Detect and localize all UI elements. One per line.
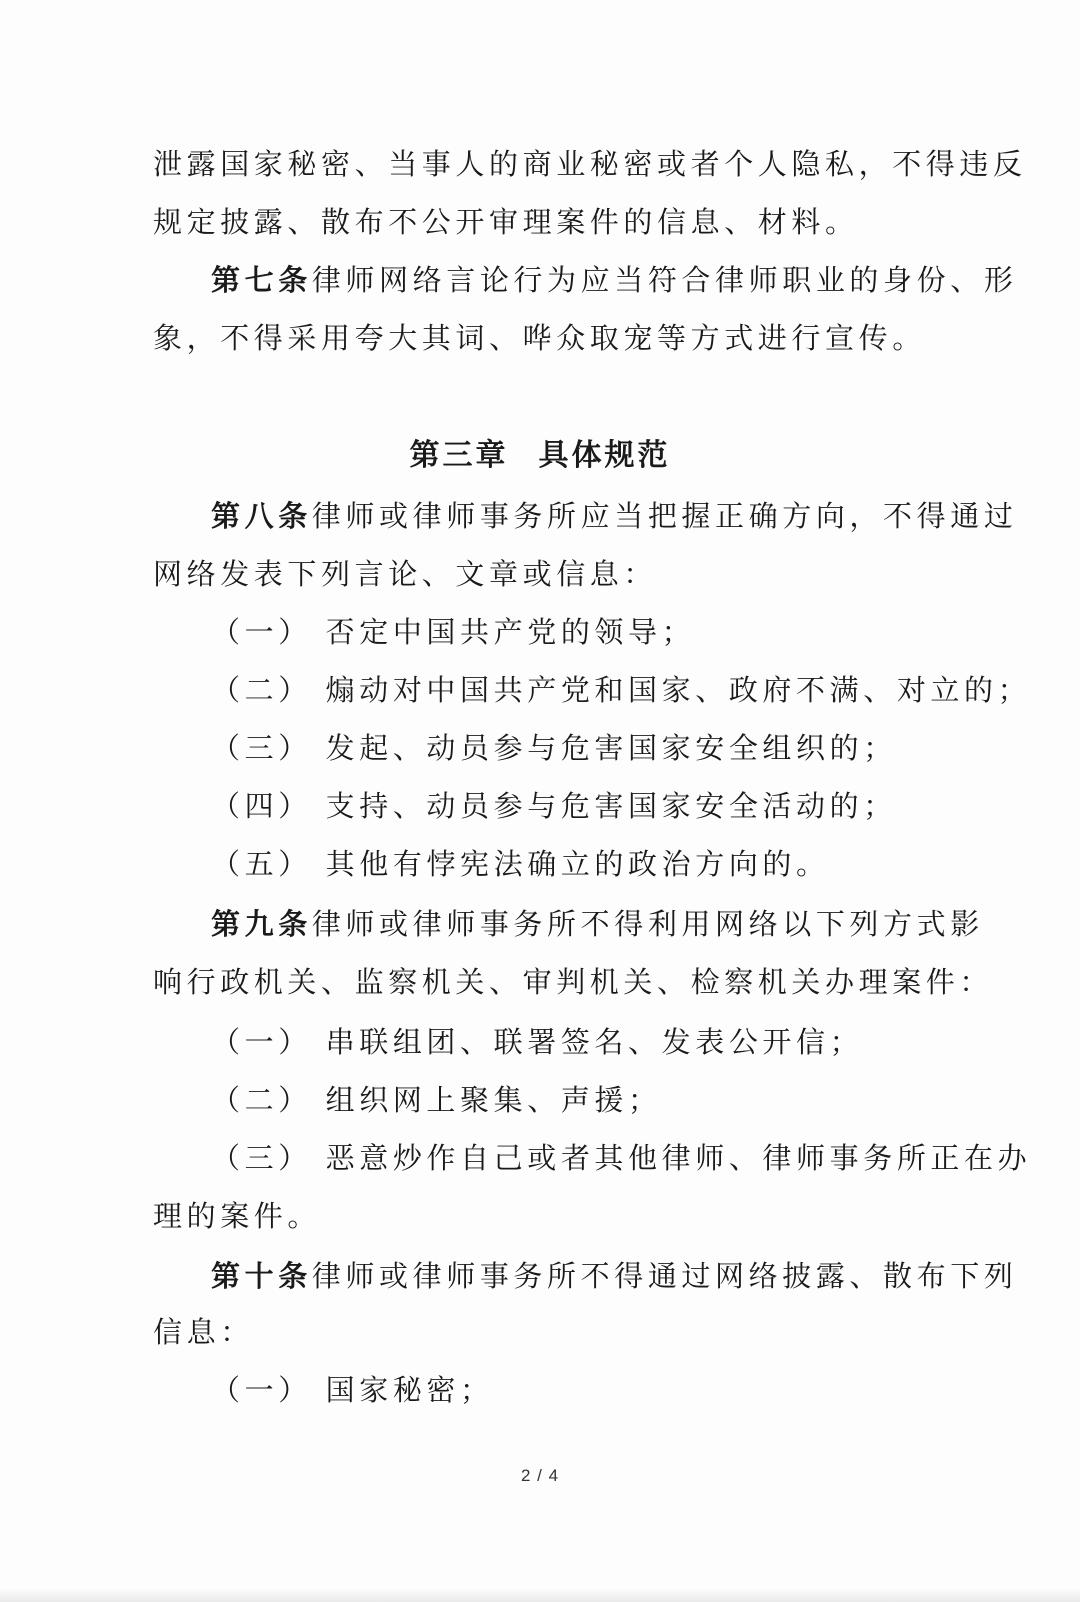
article-8-label: 第八条	[211, 499, 312, 533]
article-8-text: 律师或律师事务所应当把握正确方向，不得通过	[311, 499, 1018, 533]
article-9-item: （一） 串联组团、联署签名、发表公开信；	[211, 1025, 864, 1059]
article-10-text: 律师或律师事务所不得通过网络披露、散布下列	[311, 1259, 1018, 1293]
chapter-heading	[0, 436, 1080, 476]
article-7-line-2: 象，不得采用夸大其词、哗众取宠等方式进行宣传。	[153, 321, 926, 355]
article-9-item: （二） 组织网上聚集、声援；	[211, 1083, 662, 1117]
scan-edge-shadow	[0, 1588, 1080, 1602]
article-10-item: （一） 国家秘密；	[211, 1373, 494, 1407]
article-9-line-1	[211, 904, 991, 944]
article-8-item: （二） 煽动对中国共产党和国家、政府不满、对立的；	[211, 673, 1032, 707]
article-8-line-2: 网络发表下列言论、文章或信息：	[153, 557, 658, 591]
article-8-item: （一） 否定中国共产党的领导；	[211, 615, 696, 649]
chapter-number: 第三章	[409, 438, 509, 473]
article-9-label: 第九条	[211, 907, 312, 941]
article-10-label: 第十条	[211, 1259, 312, 1293]
article-8-item: （三） 发起、动员参与危害国家安全组织的；	[211, 731, 897, 765]
article-9-item: （三） 恶意炒作自己或者其他律师、律师事务所正在办	[211, 1141, 1032, 1175]
article-7-label: 第七条	[211, 263, 312, 297]
article-8-line-1	[211, 496, 1018, 536]
article-7-line-1	[211, 260, 1018, 300]
article-8-item: （五） 其他有悖宪法确立的政治方向的。	[211, 847, 830, 881]
article-7-text: 律师网络言论行为应当符合律师职业的身份、形	[311, 263, 1018, 297]
article-10-line-2: 信息：	[153, 1315, 254, 1349]
article-9-line-2: 响行政机关、监察机关、审判机关、检察机关办理案件：	[153, 965, 994, 999]
article-9-item-continuation: 理的案件。	[153, 1199, 322, 1233]
paragraph-line: 泄露国家秘密、当事人的商业秘密或者个人隐私，不得违反	[153, 147, 1027, 181]
page-number: 2 / 4	[520, 1466, 560, 1485]
article-9-text: 律师或律师事务所不得利用网络以下列方式影	[311, 907, 984, 941]
paragraph-line: 规定披露、散布不公开审理案件的信息、材料。	[153, 205, 859, 239]
article-10-line-1	[211, 1256, 1018, 1296]
chapter-title: 具体规范	[538, 438, 671, 473]
article-8-item: （四） 支持、动员参与危害国家安全活动的；	[211, 789, 897, 823]
